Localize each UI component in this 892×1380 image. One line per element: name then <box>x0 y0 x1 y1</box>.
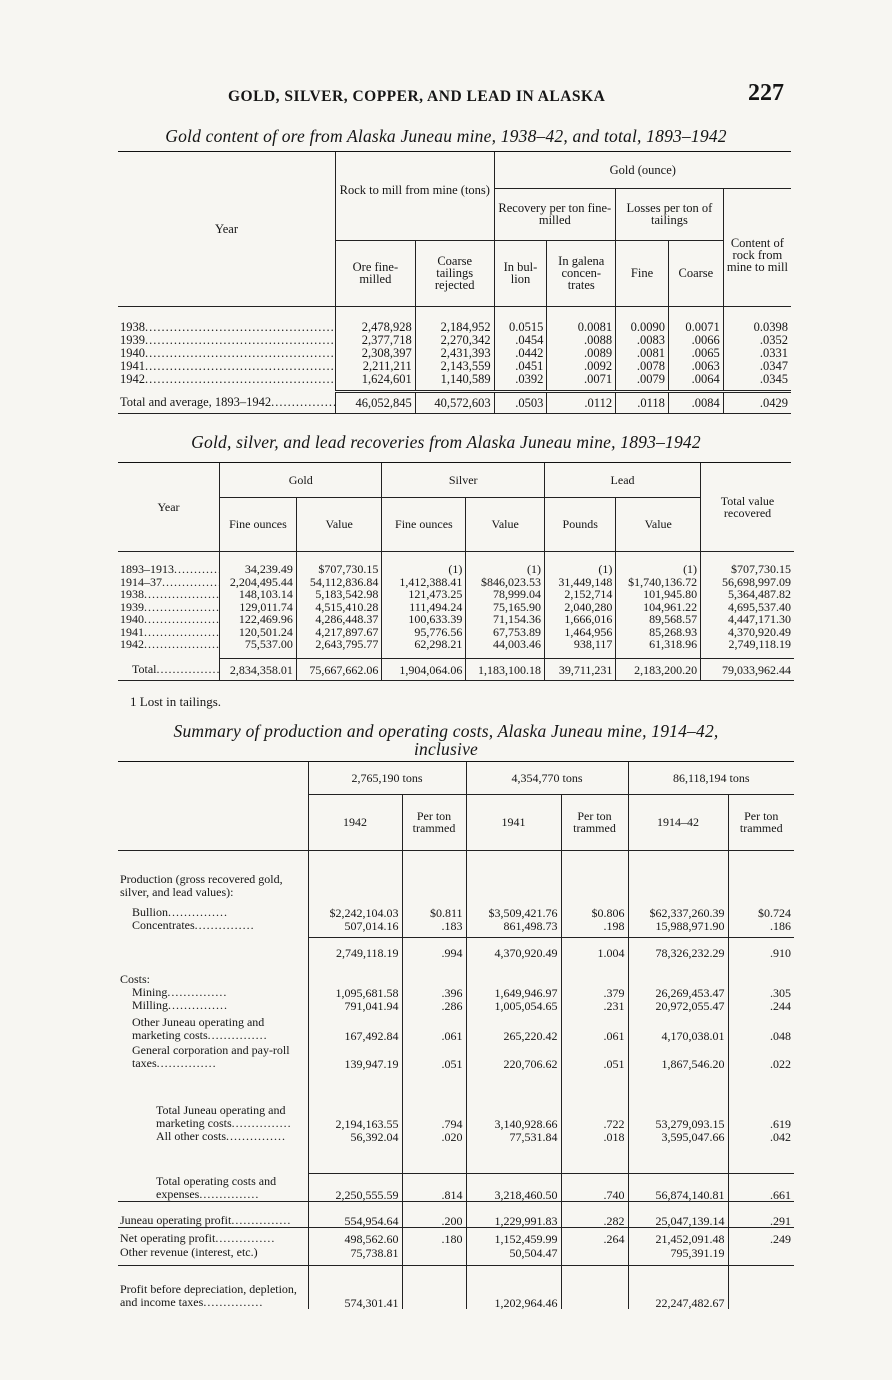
t3-col-all: 1914–42 <box>628 794 728 850</box>
table2-footnote: 1 Lost in tailings. <box>130 694 221 709</box>
table3-title-line2: inclusive <box>414 739 478 759</box>
t1-row: 1939 ..... 2,377,718 2,270,342 .0454 .0088 .0083 .0066 .0352 <box>118 333 791 346</box>
t2-silver-header: Silver <box>382 463 545 497</box>
t2-year-header: Year <box>157 499 180 514</box>
t1-row: 1940 ..... 2,308,397 2,431,393 .0442 .0089 .0081 .0065 .0331 <box>118 346 791 359</box>
t3-row-concentrates: Concentrates..... 507,014.16 .183 861,498.73 .198 15,988,971.90 .186 <box>118 919 794 932</box>
t2-lead-value-header: Value <box>616 497 701 551</box>
t3-row-prod-total: 2,749,118.19 .994 4,370,920.49 1.004 78,326,232.29 .910 <box>118 937 794 959</box>
t3-row-bullion: Bullion..... $2,242,104.03 $0.811 $3,509,421.76 $0.806 $62,337,260.39 $0.724 <box>118 906 794 919</box>
t2-gold-value-header: Value <box>296 497 382 551</box>
t2-row: 1942 ..... 75,537.00 2,643,795.77 62,298.21 44,003.46 938,117 61,318.96 2,749,118.19 <box>118 638 794 651</box>
t2-gold-oz-header: Fine ounces <box>220 497 297 551</box>
t2-silver-value-header: Value <box>466 497 545 551</box>
table2-title: Gold, silver, and lead recoveries from Alaska Juneau mine, 1893–1942 <box>191 432 701 452</box>
t1-losses-header: Losses per ton of tailings <box>616 188 724 240</box>
t2-row: 1914–37 ..... 2,204,495.44 54,112,836.84 1,412,388.41 $846,023.53 31,449,148 $1,740,136.72 56,698,997.09 <box>118 576 794 589</box>
t1-year-header: Year <box>214 221 239 236</box>
t2-row: 1940 ..... 122,469.96 4,286,448.37 100,633.39 71,154.36 1,666,016 89,568.57 4,447,171.30 <box>118 613 794 626</box>
t2-row: 1938 ..... 148,103.14 5,183,542.98 121,473.25 78,999.04 2,152,714 101,945.80 5,364,487.82 <box>118 588 794 601</box>
t3-row-juneau-profit: Juneau operating profit..... 554,954.64 .200 1,229,991.83 .282 25,047,139.14 .291 <box>118 1201 794 1227</box>
t3-row-total-juneau: Total Juneau operating and marketing costs..... 2,194,163.55 .794 3,140,928.66 .722 53,279,093.15 .619 <box>118 1090 794 1130</box>
t3-row-other-revenue: Other revenue (interest, etc.) 75,738.81 50,504.47 795,391.19 <box>118 1245 794 1259</box>
t3-per-ton-all: Per ton trammed <box>728 794 794 850</box>
table1-title: Gold content of ore from Alaska Juneau mine, 1938–42, and total, 1893–1942 <box>165 126 727 146</box>
t1-gold-header: Gold (ounce) <box>494 152 791 188</box>
t3-production-label: Production (gross recovered gold, silver, and lead values): <box>118 866 794 906</box>
t2-total-header: Total value recovered <box>701 463 794 551</box>
t3-row-general-corp: General corporation and pay-roll taxes..... 139,947.19 .051 220,706.62 .051 1,867,546.20 .022 <box>118 1042 794 1070</box>
t2-total-row: Total ..... 2,834,358.01 75,667,662.06 1,904,064.06 1,183,100.18 39,711,231 2,183,200.20 79,033,962.44 <box>118 659 794 681</box>
page-number: 227 <box>748 80 784 106</box>
t3-row-other-juneau: Other Juneau operating and marketing costs..... 167,492.84 .061 265,220.42 .061 4,170,038.01 .048 <box>118 1012 794 1042</box>
running-title: GOLD, SILVER, COPPER, AND LEAD IN ALASKA <box>228 88 606 105</box>
page-header <box>0 80 892 112</box>
t1-coarse-header: Coarse <box>668 240 723 306</box>
t1-row: 1938 ..... 2,478,928 2,184,952 0.0515 0.0081 0.0090 0.0071 0.0398 <box>118 320 791 333</box>
t1-fine-header: Fine <box>616 240 669 306</box>
t3-col-1942: 1942 <box>308 794 402 850</box>
t1-galena-header: In galena concen-trates <box>547 240 616 306</box>
t2-row: 1941 ..... 120,501.24 4,217,897.67 95,776.56 67,753.89 1,464,956 85,268.93 4,370,920.49 <box>118 626 794 639</box>
t3-row-milling: Milling..... 791,041.94 .286 1,005,054.65 .231 20,972,055.47 .244 <box>118 999 794 1012</box>
t1-row: 1941 ..... 2,211,211 2,143,559 .0451 .0092 .0078 .0063 .0347 <box>118 359 791 372</box>
t1-rock-header: Rock to mill from mine (tons) <box>336 152 495 240</box>
t3-costs-label: Costs: <box>118 973 794 986</box>
t1-content-header: Content of rock from mine to mill <box>723 188 791 306</box>
t3-row-total-costs: Total operating costs and expenses..... 2,250,555.59 .814 3,218,460.50 .740 56,874,140.81 .661 <box>118 1173 794 1201</box>
t3-row-mining: Mining..... 1,095,681.58 .396 1,649,946.97 .379 26,269,453.47 .305 <box>118 986 794 999</box>
t3-tons-1942: 2,765,190 tons <box>308 762 466 794</box>
t3-tons-all: 86,118,194 tons <box>628 762 794 794</box>
table2-recoveries <box>118 463 794 681</box>
t2-gold-header: Gold <box>220 463 382 497</box>
t3-col-1941: 1941 <box>466 794 561 850</box>
t3-row-profit-before: Profit before depreciation, depletion, and income taxes..... 574,301.41 1,202,964.46 22,247,482.67 <box>118 1265 794 1309</box>
table1-gold-content <box>118 152 791 414</box>
t2-silver-oz-header: Fine ounces <box>382 497 466 551</box>
t2-row: 1939 ..... 129,011.74 4,515,410.28 111,494.24 75,165.90 2,040,280 104,961.22 4,695,537.40 <box>118 601 794 614</box>
t2-lead-lb-header: Pounds <box>545 497 616 551</box>
table3-summary <box>118 762 794 1309</box>
t2-lead-header: Lead <box>545 463 701 497</box>
t3-per-ton-1941: Per ton trammed <box>561 794 628 850</box>
table3-title-line1: Summary of production and operating costs, Alaska Juneau mine, 1914–42, <box>173 721 719 741</box>
t1-total-row: Total and average, 1893–1942 ..... 46,052,845 40,572,603 .0503 .0112 .0118 .0084 .0429 <box>118 391 791 413</box>
t3-per-ton-1942: Per ton trammed <box>402 794 466 850</box>
t3-row-net-profit: Net operating profit..... 498,562.60 .180 1,152,459.99 .264 21,452,091.48 .249 <box>118 1227 794 1245</box>
t1-bullion-header: In bul-lion <box>494 240 547 306</box>
t1-ore-header: Ore fine-milled <box>336 240 416 306</box>
t1-coarse-rej-header: Coarse tailings rejected <box>415 240 494 306</box>
t2-row: 1893–1913 ..... 34,239.49 $707,730.15 (1) (1) (1) (1) $707,730.15 <box>118 563 794 576</box>
t1-recovery-header: Recovery per ton fine-milled <box>494 188 616 240</box>
t1-row: 1942 ..... 1,624,601 1,140,589 .0392 .0071 .0079 .0064 .0345 <box>118 372 791 385</box>
t3-row-all-other: All other costs..... 56,392.04 .020 77,531.84 .018 3,595,047.66 .042 <box>118 1130 794 1143</box>
t3-tons-1941: 4,354,770 tons <box>466 762 628 794</box>
